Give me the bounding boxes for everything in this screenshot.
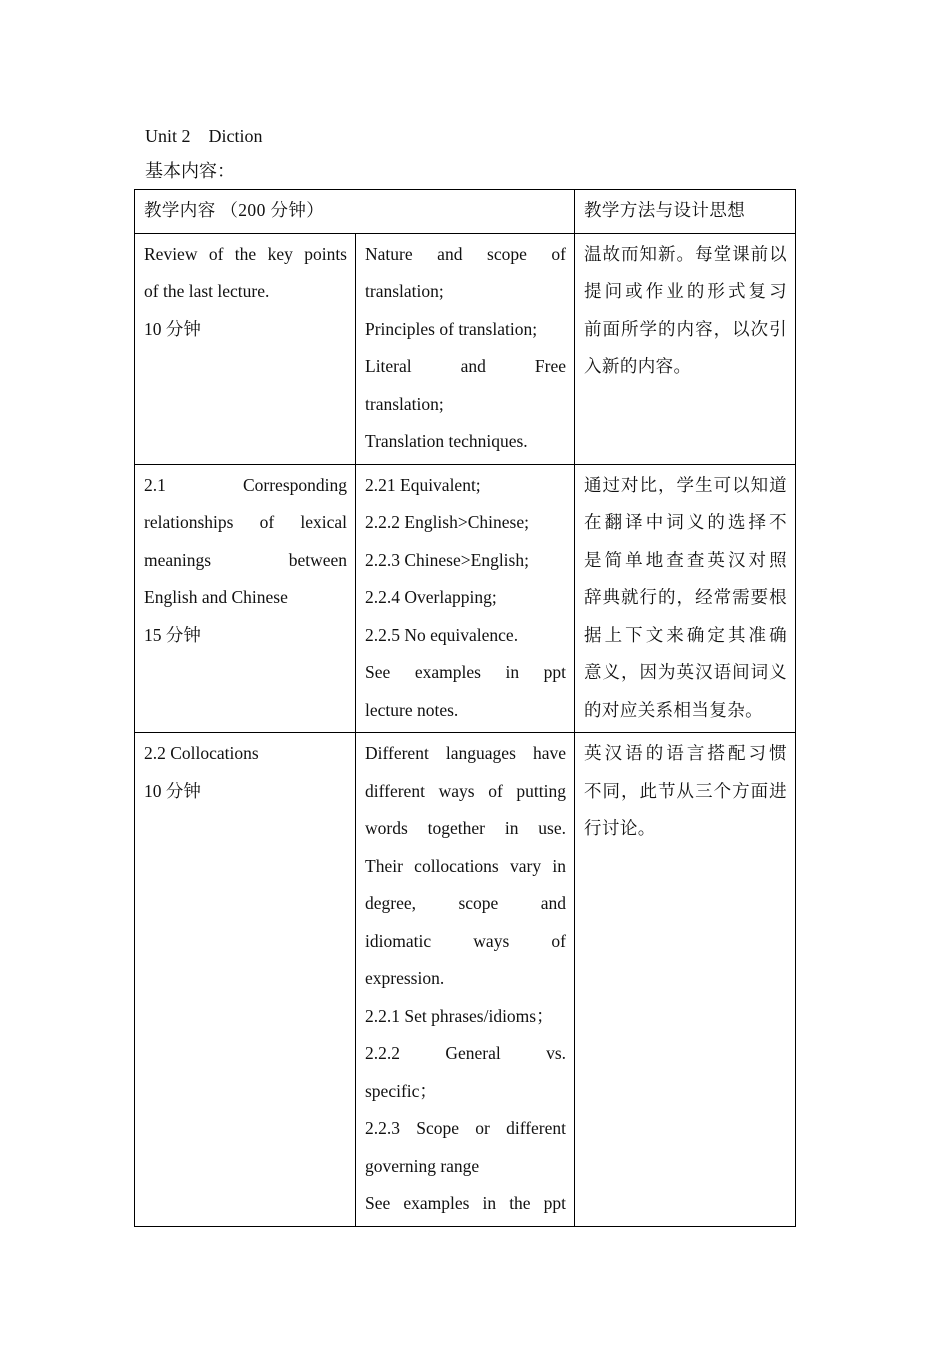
method-cell: [575, 733, 796, 1227]
detail-line: See examples in ppt: [365, 662, 567, 682]
method-line: 温故而知新。每堂课前以: [584, 243, 788, 264]
unit-title: Unit 2 Diction: [145, 126, 263, 146]
topic-line: English and Chinese: [144, 587, 288, 607]
basic-content-label: 基本内容：: [145, 161, 235, 181]
method-line: 行讨论。: [584, 818, 656, 838]
method-line: 提问或作业的形式复习: [584, 281, 788, 301]
method-line: 入新的内容。: [584, 356, 692, 376]
detail-line: 2.2.4 Overlapping;: [365, 587, 497, 607]
method-line: 英汉语的语言搭配习惯: [584, 743, 788, 763]
topic-line: 2.1 Corresponding: [144, 474, 347, 495]
method-line: 通过对比，学生可以知道: [584, 474, 788, 495]
topic-line: Review of the key points: [144, 243, 347, 264]
detail-line: Nature and scope of: [365, 243, 567, 264]
topic-line: meanings between: [144, 549, 347, 570]
detail-line: 2.2.1 Set phrases/idioms；: [365, 1005, 554, 1026]
method-line: 是简单地查查英汉对照: [584, 549, 788, 570]
method-line: 不同，此节从三个方面进: [584, 780, 788, 801]
detail-line: Translation techniques.: [365, 431, 528, 451]
detail-line: See examples in the ppt: [365, 1193, 567, 1213]
method-line: 前面所学的内容，以次引: [584, 318, 788, 339]
topic-line: relationships of lexical: [144, 512, 347, 532]
detail-cell: [356, 733, 575, 1227]
detail-line: Their collocations vary in: [365, 855, 567, 876]
detail-line: degree, scope and: [365, 893, 567, 913]
detail-line: 2.2.2 English>Chinese;: [365, 512, 529, 532]
topic-line: of the last lecture.: [144, 281, 270, 301]
detail-line: expression.: [365, 968, 445, 988]
detail-line: Principles of translation;: [365, 318, 538, 339]
table-row: [135, 733, 796, 1227]
table-row: [135, 464, 796, 733]
detail-line: translation;: [365, 393, 444, 414]
header-teaching-method: 教学方法与设计思想: [575, 190, 796, 234]
method-cell: [575, 464, 796, 733]
detail-line: 2.2.3 Scope or different: [365, 1118, 567, 1138]
detail-line: specific；: [365, 1080, 437, 1101]
detail-line: Literal and Free: [365, 356, 567, 376]
method-line: 据上下文来确定其准确: [584, 624, 788, 645]
detail-line: 2.2.5 No equivalence.: [365, 624, 519, 645]
lesson-plan-table: [134, 189, 796, 1227]
table-row: [135, 233, 796, 464]
detail-line: governing range: [365, 1155, 480, 1176]
duration-label: 10 分钟: [144, 780, 201, 801]
detail-cell: [356, 233, 575, 464]
detail-line: translation;: [365, 281, 444, 301]
detail-line: different ways of putting: [365, 780, 567, 801]
detail-line: words together in use.: [365, 818, 567, 838]
topic-line: 2.2 Collocations: [144, 743, 259, 763]
topic-cell: [135, 464, 356, 733]
detail-line: lecture notes.: [365, 699, 459, 720]
duration-label: 10 分钟: [144, 318, 201, 339]
duration-label: 15 分钟: [144, 624, 201, 645]
header-teaching-content: 教学内容 （200 分钟）: [135, 190, 575, 234]
detail-line: Different languages have: [365, 743, 567, 763]
method-line: 在翻译中词义的选择不: [584, 512, 788, 532]
method-line: 意义，因为英汉语间词义: [584, 662, 788, 682]
table-header-row: [135, 190, 796, 234]
method-line: 的对应关系相当复杂。: [584, 699, 764, 720]
detail-cell: [356, 464, 575, 733]
detail-line: 2.2.3 Chinese>English;: [365, 549, 529, 570]
method-cell: [575, 233, 796, 464]
topic-cell: [135, 733, 356, 1227]
detail-line: 2.2.2 General vs.: [365, 1043, 567, 1063]
detail-line: idiomatic ways of: [365, 930, 567, 951]
topic-cell: [135, 233, 356, 464]
method-line: 辞典就行的，经常需要根: [584, 587, 788, 607]
detail-line: 2.21 Equivalent;: [365, 474, 481, 495]
